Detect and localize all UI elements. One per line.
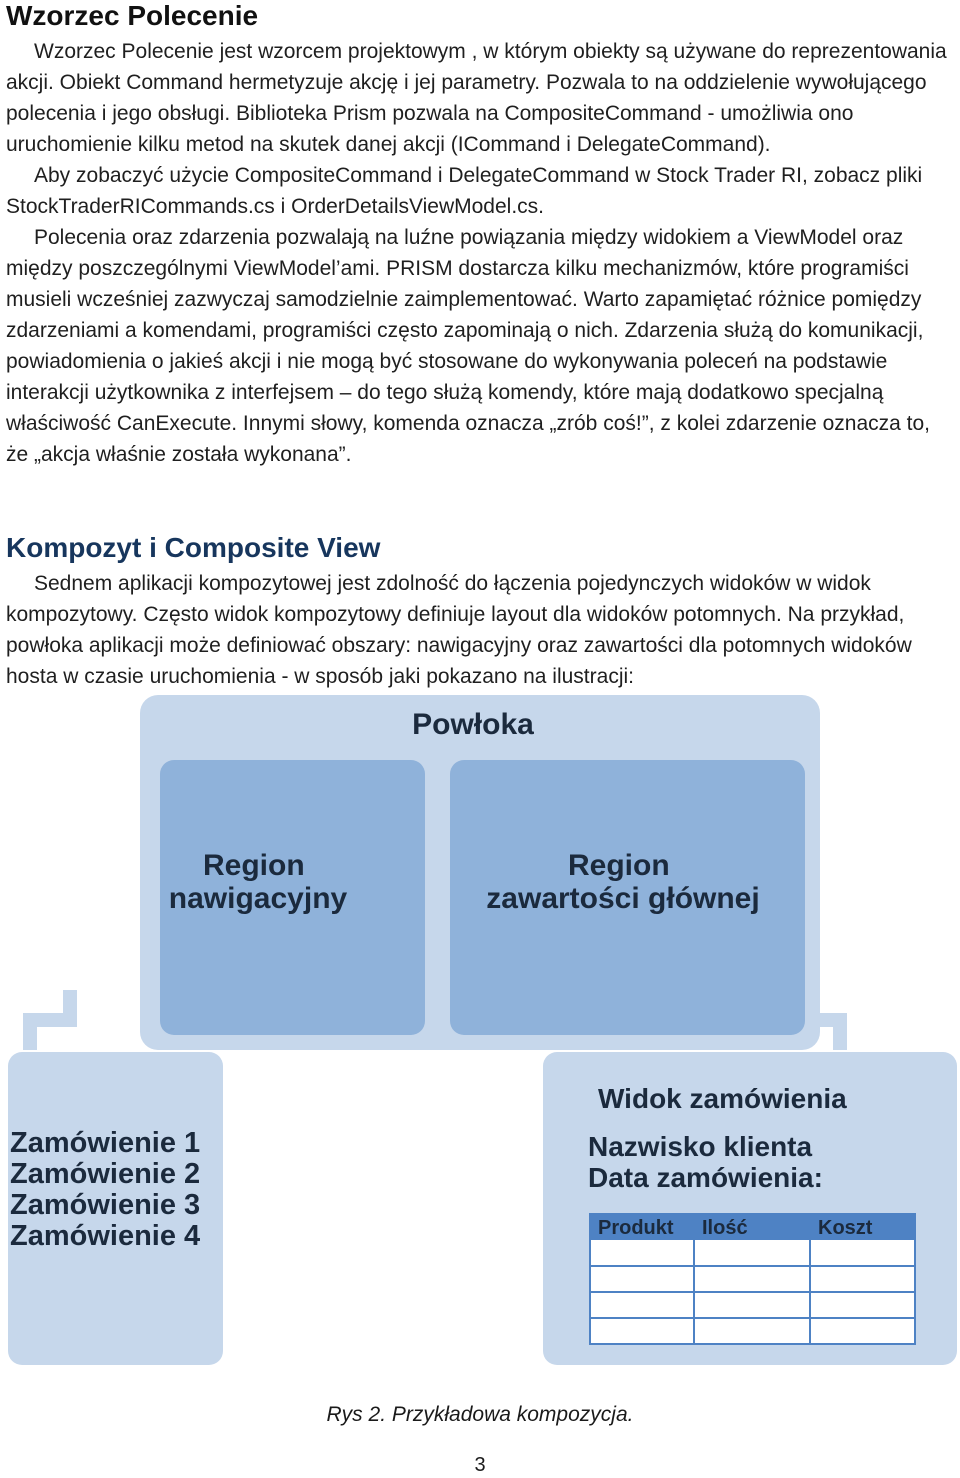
table-header-product: Produkt: [598, 1217, 674, 1239]
paragraph: Aby zobaczyć użycie CompositeCommand i DelegateCommand w Stock Trader RI, zobacz pliki StockTraderRICommands.cs i OrderDetailsViewModel.cs.: [6, 164, 923, 218]
order-item: Zamówienie 4: [10, 1220, 201, 1252]
section-body-composite: [6, 568, 956, 692]
figure-caption: Rys 2. Przykładowa kompozycja.: [326, 1403, 634, 1426]
main-region-label-1: Region: [567, 849, 670, 882]
table-header-quantity: Ilość: [702, 1217, 748, 1239]
order-item: Zamówienie 3: [10, 1189, 201, 1221]
order-view-title: Widok zamówienia: [598, 1083, 847, 1114]
shell-label: Powłoka: [412, 708, 534, 741]
section-title-composite: Kompozyt i Composite View: [6, 532, 381, 563]
order-view-field: Data zamówienia:: [588, 1162, 823, 1193]
nav-region-label-2: nawigacyjny: [168, 882, 348, 915]
section-title-command-pattern: Wzorzec Polecenie: [6, 0, 259, 31]
svg-text:Produkt Ilość: [598, 1217, 873, 1239]
paragraph: Sednem aplikacji kompozytowej jest zdolność do łączenia pojedynczych widoków w widok kompozytowy. Często widok kompozytowy definiuje layout dla widoków potomnych. Na przykład, powłoka aplikacji może definiować obszary: nawigacyjny oraz zawartości dla potomnych widoków hosta w czasie uruchomienia - w sposób jaki pokazano na ilustracji:: [6, 572, 912, 688]
main-region-label-2: zawartości głównej: [486, 882, 760, 915]
nav-region-label-1: Region: [202, 849, 305, 882]
svg-text:Zamówienie 1 Zamówieni: [10, 1127, 208, 1252]
order-view-field: Nazwisko klienta: [588, 1131, 813, 1162]
svg-text:Nazwisko klienta Data: [588, 1131, 823, 1193]
page-number: 3: [474, 1454, 486, 1476]
composition-diagram: [0, 690, 960, 1380]
order-table: [590, 1214, 915, 1344]
section-body-command-pattern: [6, 36, 956, 470]
paragraph: Polecenia oraz zdarzenia pozwalają na luźne powiązania między widokiem a ViewModel oraz między poszczególnymi ViewModel’ami. PRISM dostarcza kilku mechanizmów, które programiści musieli wcześniej zazwyczaj samodzielnie zaimplementować. Warto zapamiętać różnice pomiędzy zdarzeniami a komendami, programiści często zapominają o nich. Zdarzenia służą do komunikacji, powiadomienia o jakieś akcji i nie mogą być stosowane do wykonywania poleceń na podstawie interakcji użytkownika z interfejsem – do tego służą komendy, które mają dodatkowo specjalną właściwość CanExecute. Innymi słowy, komenda oznacza „zrób coś!”, z kolei zdarzenie oznacza to, że „akcja właśnie została wykonana”.: [6, 226, 931, 466]
table-header-cost: Koszt: [818, 1217, 873, 1239]
order-item: Zamówienie 1: [10, 1127, 201, 1159]
paragraph: Wzorzec Polecenie jest wzorcem projektowym , w którym obiekty są używane do reprezentowania akcji. Obiekt Command hermetyzuje akcję i jej parametry. Pozwala to na oddzielenie wywołującego polecenia i jego obsługi. Biblioteka Prism pozwala na CompositeCommand - umożliwia ono uruchomienie kilku metod na skutek danej akcji (ICommand i DelegateCommand).: [6, 40, 947, 156]
connector-nav-to-orders: [30, 990, 70, 1050]
order-item: Zamówienie 2: [10, 1158, 201, 1190]
